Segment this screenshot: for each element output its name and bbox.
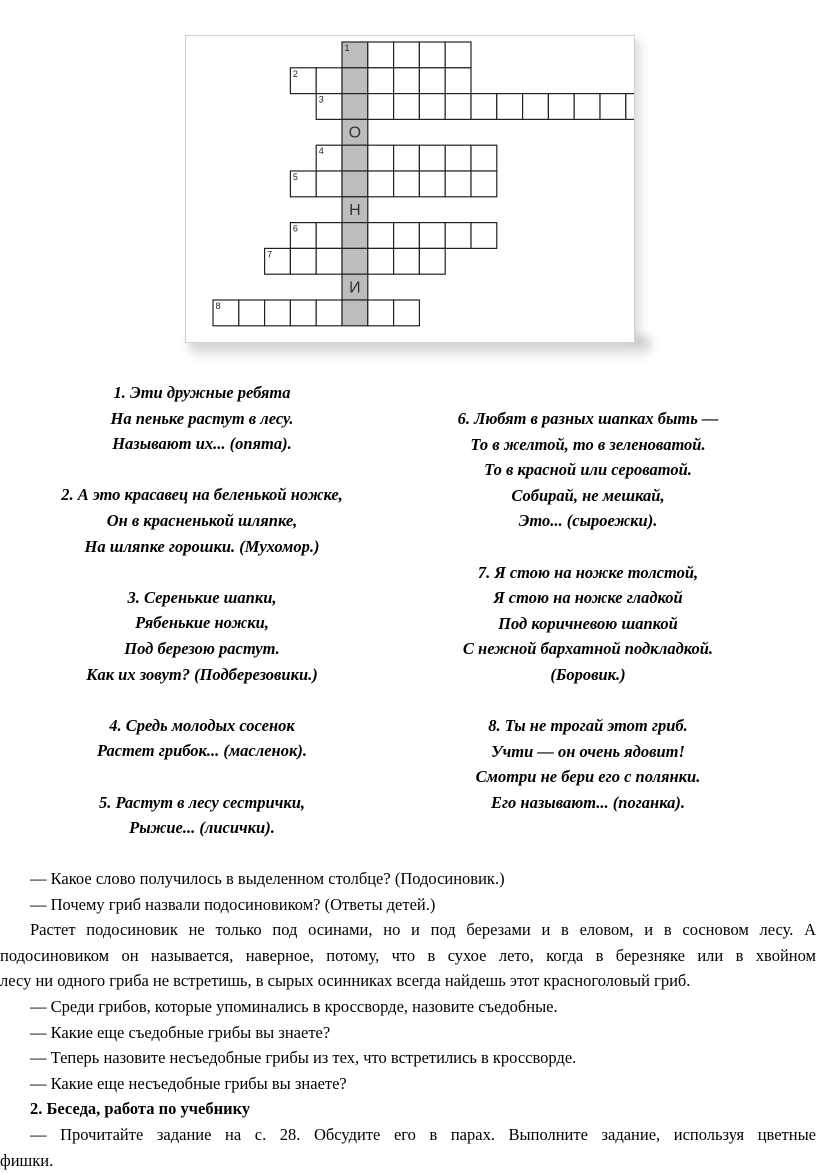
- riddles-left-column: [0, 380, 404, 841]
- crossword-cell: [239, 300, 265, 326]
- question-line: — Какие еще съедобные грибы вы знаете?: [30, 1022, 331, 1042]
- crossword-highlight-cell: [342, 171, 368, 197]
- riddle-line: Собирай, не мешкай,: [511, 485, 665, 505]
- crossword-cell: [265, 300, 291, 326]
- riddle-5: [0, 790, 404, 841]
- riddle-line: 3. Серенькие шапки,: [127, 587, 277, 607]
- crossword-cell: [394, 68, 420, 94]
- crossword-cell: [419, 223, 445, 249]
- crossword-cell: [394, 300, 420, 326]
- riddle-line: Это... (сыроежки).: [518, 511, 658, 531]
- crossword-cell: [445, 94, 471, 120]
- crossword-clue-number: 8: [215, 301, 221, 311]
- crossword-cell: [394, 248, 420, 274]
- riddle-line: Учти — он очень ядовит!: [491, 741, 685, 761]
- riddle-line: Растет грибок... (масленок).: [97, 741, 307, 761]
- crossword-cell: [316, 248, 342, 274]
- crossword-cell: [368, 171, 394, 197]
- crossword-clue-number: 3: [318, 94, 324, 105]
- crossword-clue-number: 1: [344, 43, 350, 53]
- crossword-cell: [419, 94, 445, 120]
- crossword-cell: [368, 68, 394, 94]
- riddle-line: Под березою растут.: [124, 638, 280, 658]
- riddle-3: [0, 585, 404, 687]
- crossword-cell: [394, 94, 420, 120]
- crossword-clue-number: 6: [292, 223, 298, 234]
- crossword-cell: [523, 94, 549, 120]
- riddle-line: Его называют... (поганка).: [490, 792, 686, 812]
- crossword-cell: [368, 300, 394, 326]
- question-line: — Среди грибов, которые упоминались в кроссворде, назовите съедобные.: [30, 996, 558, 1016]
- riddle-line: Я стою на ножке гладкой: [493, 588, 683, 608]
- riddle-7: [448, 560, 728, 688]
- crossword-cell: [445, 223, 471, 249]
- crossword-cell: [368, 223, 394, 249]
- riddle-8: [448, 713, 728, 815]
- crossword-cell: [626, 94, 634, 120]
- crossword-cell: [368, 248, 394, 274]
- crossword-cell: [394, 42, 420, 68]
- crossword-clue-number: 4: [318, 146, 324, 157]
- paragraph-line: лесу ни одного гриба не встретишь, в сырых осинниках всегда найдешь этот красноголовый гриб.: [0, 971, 691, 991]
- crossword-cell: [419, 248, 445, 274]
- riddle-line: С нежной бархатной подкладкой.: [462, 639, 714, 659]
- crossword-cell: [419, 171, 445, 197]
- crossword-column-letter: И: [349, 279, 361, 297]
- crossword-highlight-cell: [342, 145, 368, 171]
- riddle-line: На шляпке горошки. (Мухомор.): [84, 536, 320, 556]
- crossword-grid: [186, 36, 634, 342]
- riddle-line: На пеньке растут в лесу.: [110, 408, 294, 428]
- riddle-line: Смотри не бери его с полянки.: [475, 767, 701, 787]
- crossword-cell: [471, 171, 497, 197]
- crossword-cell: [419, 145, 445, 171]
- crossword-cell: [497, 94, 523, 120]
- riddle-line: Рыжие... (лисички).: [129, 818, 275, 838]
- crossword-highlight-cell: [342, 94, 368, 120]
- crossword-cell: [368, 94, 394, 120]
- crossword-cell: [445, 171, 471, 197]
- question-line: — Какое слово получилось в выделенном столбце? (Подосиновик.): [30, 869, 505, 888]
- crossword-cell: [419, 68, 445, 94]
- crossword-cell: [445, 145, 471, 171]
- riddle-line: То в желтой, то в зеленоватой.: [470, 434, 706, 454]
- crossword-cell: [394, 171, 420, 197]
- crossword-cell: [290, 300, 316, 326]
- crossword-image: [186, 36, 634, 342]
- riddle-line: 1. Эти дружные ребята: [113, 383, 291, 402]
- riddle-line: Называют их... (опята).: [112, 434, 292, 454]
- crossword-cell: [471, 145, 497, 171]
- crossword-highlight-cell: [342, 223, 368, 249]
- lesson-text: [0, 866, 816, 1173]
- riddle-2: [0, 482, 404, 559]
- crossword-cell: [316, 300, 342, 326]
- riddle-line: (Боровик.): [550, 664, 626, 684]
- paragraph-line: Растет подосиновик не только под осинами, но и под березами и в еловом, и в сосновом лесу. А: [30, 920, 816, 940]
- riddle-line: Как их зовут? (Подберезовики.): [86, 664, 318, 684]
- riddle-line: 8. Ты не трогай этот гриб.: [488, 716, 688, 736]
- crossword-cell: [368, 145, 394, 171]
- crossword-cell: [445, 68, 471, 94]
- crossword-column-letter: О: [348, 124, 362, 142]
- crossword-clue-number: 7: [267, 249, 273, 260]
- crossword-cell: [445, 42, 471, 68]
- riddle-line: 4. Средь молодых сосенок: [109, 715, 295, 735]
- crossword-cell: [471, 94, 497, 120]
- riddles-right-column: [448, 406, 728, 816]
- crossword-cell: [316, 68, 342, 94]
- riddle-line: Он в красненькой шляпке,: [106, 510, 298, 530]
- crossword-cell: [548, 94, 574, 120]
- riddle-line: 7. Я стою на ножке толстой,: [477, 562, 699, 582]
- question-line: — Теперь назовите несъедобные грибы из тех, что встретились в кроссворде.: [30, 1048, 577, 1068]
- riddle-line: Под коричневою шапкой: [498, 613, 678, 633]
- paragraph-line: подосиновиком он называется, наверное, потому, что в сухое лето, когда в березняке или в хвойном: [0, 945, 816, 965]
- crossword-cell: [394, 223, 420, 249]
- riddle-6: [448, 406, 728, 534]
- crossword-clue-number: 5: [292, 172, 298, 182]
- crossword-cell: [290, 248, 316, 274]
- riddle-4: [0, 713, 404, 764]
- task-line: — Прочитайте задание на с. 28. Обсудите его в парах. Выполните задание, используя цветные: [30, 1124, 816, 1144]
- crossword-clue-number: 2: [292, 68, 298, 79]
- crossword-cell: [419, 42, 445, 68]
- question-line: — Какие еще несъедобные грибы вы знаете?: [30, 1073, 347, 1093]
- task-line: фишки.: [0, 1150, 54, 1170]
- crossword-column-letter: Н: [349, 201, 361, 219]
- riddle-line: 6. Любят в разных шапках быть —: [457, 409, 719, 428]
- section-heading: 2. Беседа, работа по учебнику: [30, 1099, 251, 1119]
- question-line: — Почему гриб назвали подосиновиком? (Ответы детей.): [30, 894, 436, 914]
- crossword-highlight-cell: [342, 248, 368, 274]
- crossword-highlight-cell: [342, 68, 368, 94]
- crossword-cell: [368, 42, 394, 68]
- crossword-cell: [600, 94, 626, 120]
- crossword-cell: [471, 223, 497, 249]
- crossword-cell: [316, 171, 342, 197]
- crossword-cell: [394, 145, 420, 171]
- riddle-line: 2. А это красавец на беленькой ножке,: [61, 485, 343, 505]
- riddle-1: [0, 380, 404, 457]
- crossword-highlight-cell: [342, 300, 368, 326]
- riddle-line: То в красной или сероватой.: [484, 460, 692, 480]
- riddle-line: 5. Растут в лесу сестрички,: [98, 792, 306, 812]
- crossword-cell: [316, 223, 342, 249]
- riddle-line: Рябенькие ножки,: [135, 613, 269, 633]
- crossword-cell: [574, 94, 600, 120]
